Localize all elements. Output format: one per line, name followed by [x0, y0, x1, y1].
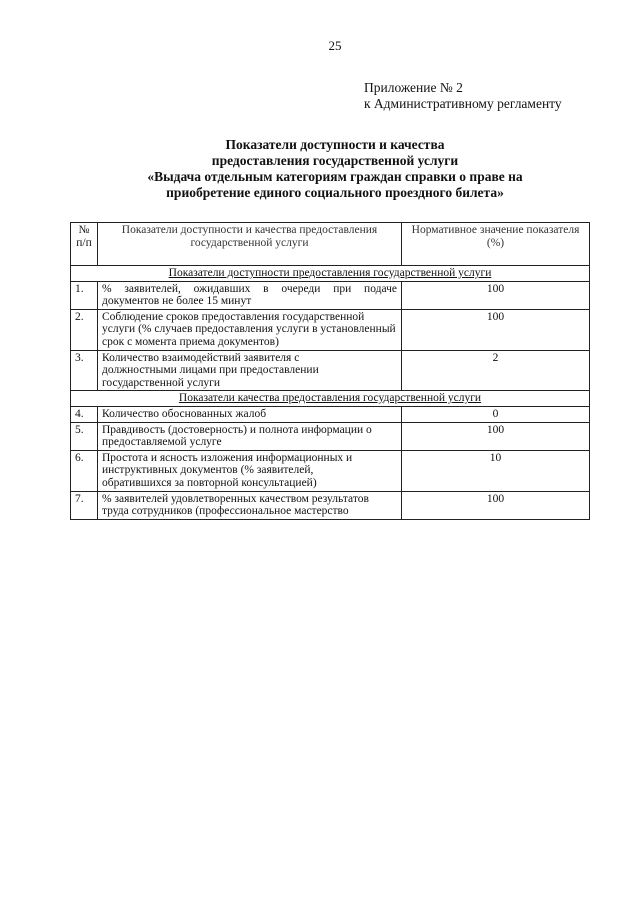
row-value: 100 [402, 281, 590, 309]
row-value: 100 [402, 491, 590, 519]
row-num: 1. [71, 281, 98, 309]
row-num: 3. [71, 350, 98, 391]
table-row [71, 422, 590, 450]
appendix-note [364, 80, 634, 112]
row-value: 2 [402, 350, 590, 391]
header-num: № п/п [71, 223, 98, 266]
table-row [71, 406, 590, 422]
table-row [71, 450, 590, 491]
page-number: 25 [328, 38, 342, 53]
table-row [71, 281, 590, 309]
row-name: Соблюдение сроков предоставления государственной услуги (% случаев предоставления услуги в установленный срок с момента приема документов) [98, 309, 402, 350]
row-name: Количество взаимодействий заявителя с должностными лицами при предоставлении государственной услуги [98, 350, 402, 391]
row-value: 0 [402, 406, 590, 422]
row-name: Количество обоснованных жалоб [98, 406, 402, 422]
row-value: 100 [402, 422, 590, 450]
row-num: 4. [71, 406, 98, 422]
indicators-table [70, 222, 590, 520]
appendix-line-2: к Административному регламенту [364, 96, 562, 111]
header-name: Показатели доступности и качества предоставления государственной услуги [98, 223, 402, 266]
row-name: % заявителей, ожидавших в очереди при подаче документов не более 15 минут [98, 281, 402, 309]
row-name: Правдивость (достоверность) и полнота информации о предоставляемой услуге [98, 422, 402, 450]
title-line-3: «Выдача отдельным категориям граждан справки о праве на [147, 169, 523, 184]
document-title [90, 137, 580, 201]
row-value: 100 [402, 309, 590, 350]
row-num: 6. [71, 450, 98, 491]
section-row-quality [71, 391, 590, 407]
section-row-access [71, 266, 590, 282]
table-header-row [71, 223, 590, 266]
row-value: 10 [402, 450, 590, 491]
header-value: Нормативное значение показателя (%) [402, 223, 590, 266]
row-num: 7. [71, 491, 98, 519]
table-row [71, 350, 590, 391]
section-title-access: Показатели доступности предоставления государственной услуги [71, 266, 590, 282]
appendix-line-1: Приложение № 2 [364, 80, 463, 95]
section-title-quality: Показатели качества предоставления государственной услуги [71, 391, 590, 407]
row-name: % заявителей удовлетворенных качеством результатов труда сотрудников (профессиональное мастерство [98, 491, 402, 519]
row-num: 5. [71, 422, 98, 450]
table-row [71, 309, 590, 350]
row-name: Простота и ясность изложения информационных и инструктивных документов (% заявителей, обратившихся за повторной консультацией) [98, 450, 402, 491]
title-line-2: предоставления государственной услуги [211, 153, 459, 168]
table-row [71, 491, 590, 519]
title-line-4: приобретение единого социального проездного билета» [166, 185, 504, 200]
title-line-1: Показатели доступности и качества [225, 137, 445, 152]
row-num: 2. [71, 309, 98, 350]
